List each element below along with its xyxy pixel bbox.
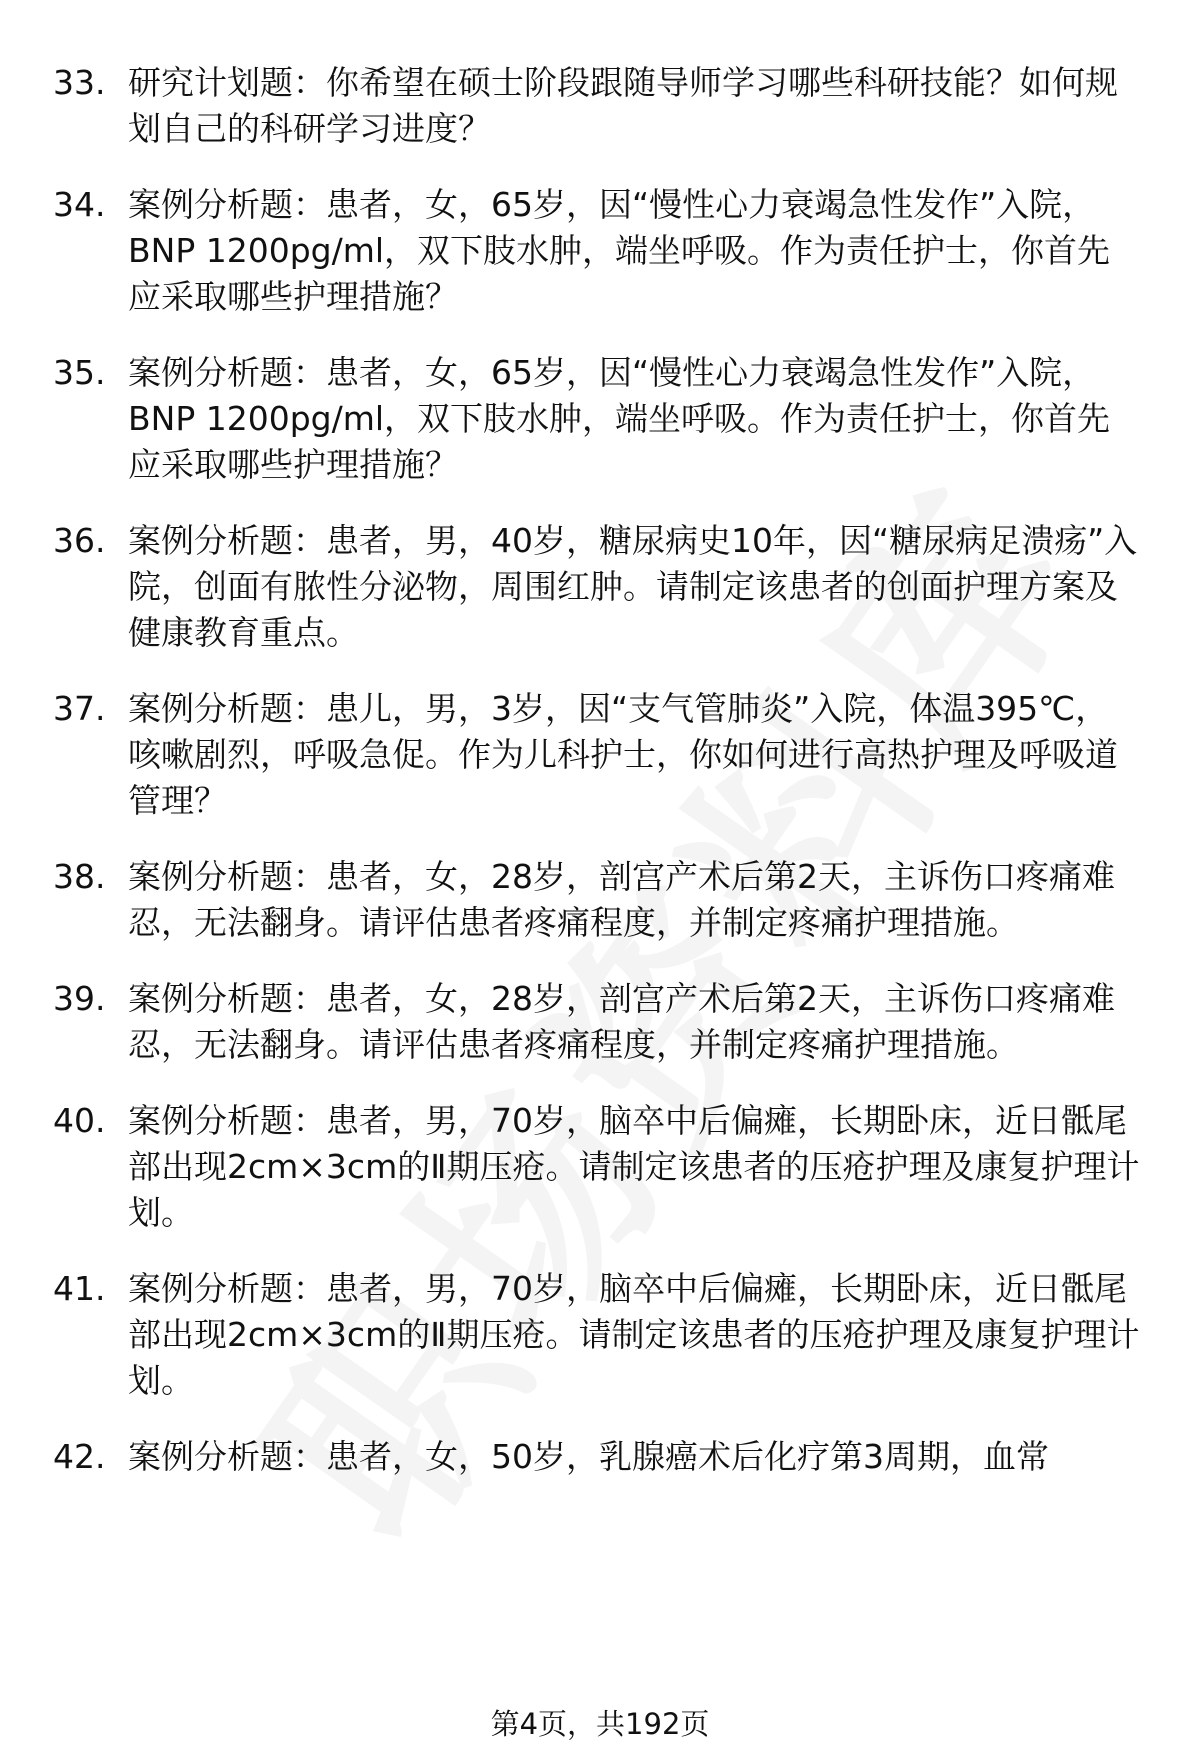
item-text: 案例分析题：患者，女，28岁，剖宫产术后第2天，主诉伤口疼痛难忍，无法翻身。请评估患者疼痛程度，并制定疼痛护理措施。 [128, 857, 1115, 942]
page-footer: 第4页，共192页 [490, 1707, 710, 1741]
list-item [0, 1434, 1200, 1480]
list-item [0, 686, 1200, 824]
list-item [0, 1266, 1200, 1404]
list-item [0, 976, 1200, 1068]
item-number: 35. [53, 353, 106, 392]
item-number: 34. [53, 185, 106, 224]
item-text: 案例分析题：患者，男，70岁，脑卒中后偏瘫，长期卧床，近日骶尾部出现2cm×3cm的Ⅱ期压疮。请制定该患者的压疮护理及康复护理计划。 [128, 1101, 1140, 1232]
item-number: 38. [53, 857, 106, 896]
item-text: 研究计划题：你希望在硕士阶段跟随导师学习哪些科研技能？如何规划自己的科研学习进度？ [128, 63, 1118, 148]
item-number: 39. [53, 979, 106, 1018]
item-text: 案例分析题：患儿，男，3岁，因“支气管肺炎”入院，体温395℃，咳嗽剧烈，呼吸急促。作为儿科护士，你如何进行高热护理及呼吸道管理？ [128, 689, 1118, 820]
list-item [0, 182, 1200, 320]
item-text: 案例分析题：患者，女，65岁，因“慢性心力衰竭急性发作”入院，BNP 1200pg/ml，双下肢水肿，端坐呼吸。作为责任护士，你首先应采取哪些护理措施？ [128, 185, 1111, 316]
list-item [0, 1098, 1200, 1236]
item-number: 33. [53, 63, 106, 102]
item-number: 41. [53, 1269, 106, 1308]
list-item [0, 60, 1200, 152]
item-text: 案例分析题：患者，女，65岁，因“慢性心力衰竭急性发作”入院，BNP 1200pg/ml，双下肢水肿，端坐呼吸。作为责任护士，你首先应采取哪些护理措施？ [128, 353, 1111, 484]
list-item [0, 518, 1200, 656]
item-number: 42. [53, 1437, 106, 1476]
item-text: 案例分析题：患者，女，50岁，乳腺癌术后化疗第3周期，血常 [128, 1437, 1049, 1476]
item-text: 案例分析题：患者，男，70岁，脑卒中后偏瘫，长期卧床，近日骶尾部出现2cm×3cm的Ⅱ期压疮。请制定该患者的压疮护理及康复护理计划。 [128, 1269, 1140, 1400]
item-number: 37. [53, 689, 106, 728]
list-item [0, 854, 1200, 946]
question-list [0, 60, 1200, 1510]
item-text: 案例分析题：患者，男，40岁，糖尿病史10年，因“糖尿病足溃疡”入院，创面有脓性分泌物，周围红肿。请制定该患者的创面护理方案及健康教育重点。 [128, 521, 1138, 652]
item-text: 案例分析题：患者，女，28岁，剖宫产术后第2天，主诉伤口疼痛难忍，无法翻身。请评估患者疼痛程度，并制定疼痛护理措施。 [128, 979, 1115, 1064]
item-number: 40. [53, 1101, 106, 1140]
item-number: 36. [53, 521, 106, 560]
list-item [0, 350, 1200, 488]
